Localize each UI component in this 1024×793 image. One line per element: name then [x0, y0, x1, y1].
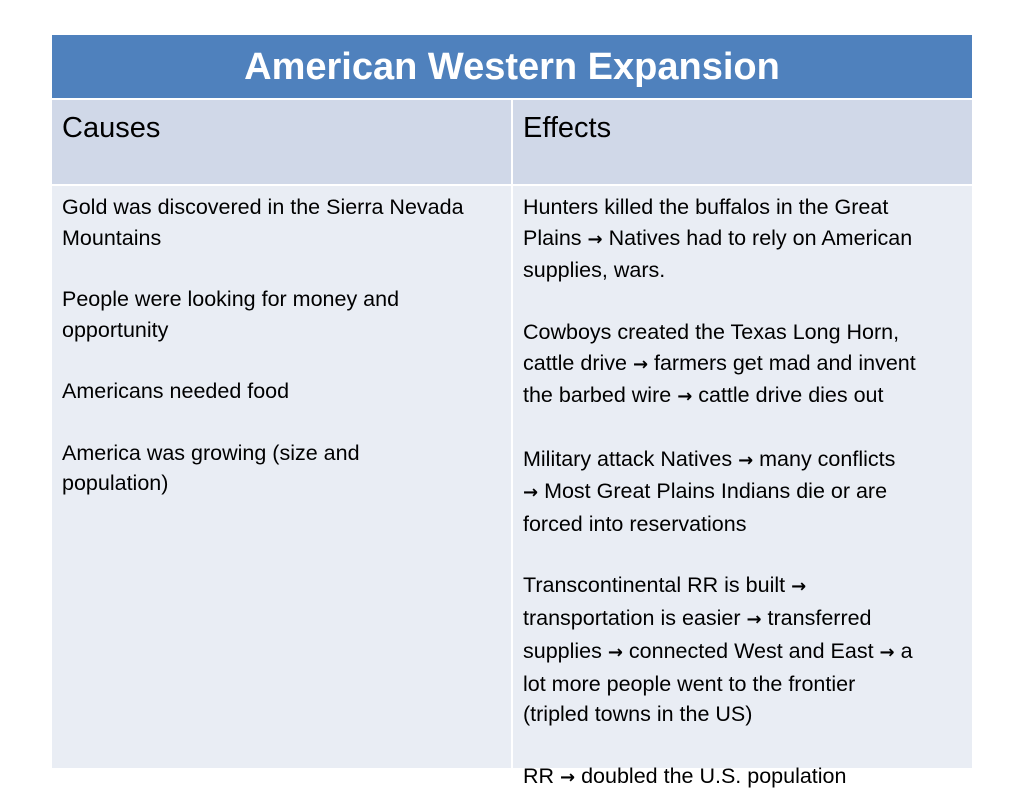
effect-item	[523, 317, 962, 413]
cause-item	[62, 438, 501, 499]
table-header-row	[52, 100, 972, 184]
cause-item	[62, 284, 501, 345]
arrow-right-icon: →	[587, 228, 603, 250]
effect-item-line: Plains → Natives had to rely on American	[523, 225, 913, 250]
cause-item-line: Gold was discovered in the Sierra Nevada	[62, 195, 464, 219]
effect-item-line: supplies, wars.	[523, 258, 666, 283]
arrow-right-icon: →	[746, 609, 762, 631]
arrow-right-icon: →	[677, 386, 693, 408]
effect-item	[523, 761, 962, 793]
effect-item-line: the barbed wire → cattle drive dies out	[523, 383, 884, 408]
effect-item-line: transportation is easier → transferred	[523, 606, 872, 631]
effect-item-line: Military attack Natives → many conflicts	[523, 446, 896, 471]
effect-item-line: Cowboys created the Texas Long Horn,	[523, 319, 900, 344]
cause-item	[62, 192, 501, 253]
arrow-right-icon: →	[523, 482, 539, 504]
arrow-right-icon: →	[738, 449, 754, 471]
arrow-right-icon: →	[879, 641, 895, 663]
arrow-right-icon: →	[607, 641, 623, 663]
effects-cell	[513, 186, 972, 788]
effect-item-line: lot more people went to the frontier	[523, 671, 856, 696]
arrow-right-icon: →	[560, 766, 576, 788]
cause-item-line: Americans needed food	[62, 379, 290, 404]
cause-item-line: America was growing (size and	[62, 440, 360, 465]
cause-item	[62, 376, 501, 407]
cause-item-line: Mountains	[62, 225, 162, 250]
effect-item-line: → Most Great Plains Indians die or are	[523, 479, 888, 504]
cause-item-line: population)	[62, 471, 169, 496]
table-title: American Western Expansion	[244, 45, 780, 88]
arrow-right-icon: →	[791, 576, 807, 598]
effect-item-line: cattle drive → farmers get mad and invent	[523, 350, 916, 375]
effect-item-line: Hunters killed the buffalos in the Great	[523, 195, 889, 219]
effect-item	[523, 570, 962, 730]
effect-item-line: (tripled towns in the US)	[523, 702, 753, 727]
table-title-row	[52, 35, 972, 98]
expansion-table	[52, 35, 972, 788]
effect-item-line: RR → doubled the U.S. population	[523, 763, 847, 788]
cause-item-line: opportunity	[62, 317, 169, 342]
causes-header: Causes	[52, 100, 511, 184]
effect-item-line: Transcontinental RR is built →	[523, 573, 807, 598]
arrow-right-icon: →	[632, 353, 649, 375]
effect-item-line: supplies → connected West and East → a	[523, 638, 913, 663]
effect-item-line: forced into reservations	[523, 512, 747, 536]
cause-item-line: People were looking for money and	[62, 287, 400, 312]
effect-item	[523, 192, 962, 286]
causes-cell	[52, 186, 511, 768]
effect-item	[523, 444, 962, 540]
effects-header: Effects	[513, 100, 972, 184]
table-body-row	[52, 186, 972, 788]
